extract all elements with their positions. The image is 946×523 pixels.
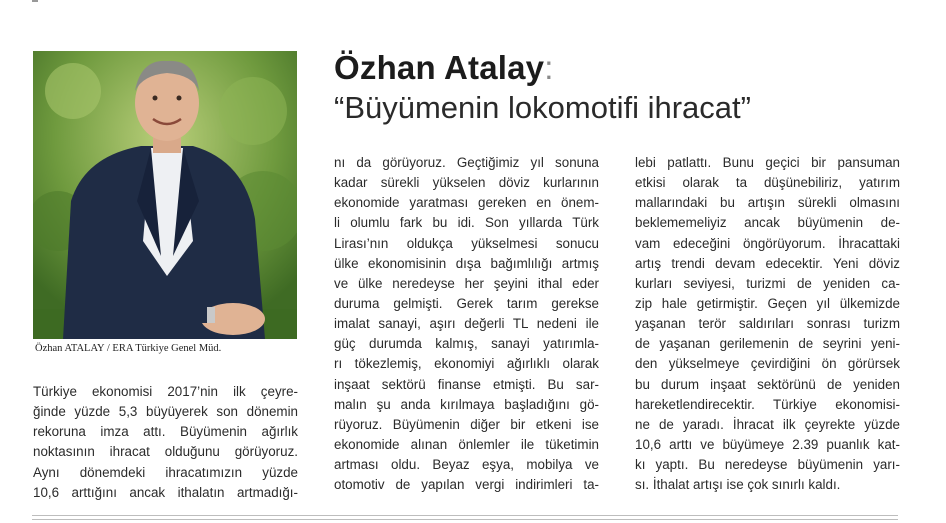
photo-caption: Özhan ATALAY / ERA Türkiye Genel Müd. xyxy=(35,343,222,354)
text-line: Türkiye ekonomisi 2017’nin ilk çeyre- xyxy=(33,384,298,399)
text-line: rı tökezlemiş, ekonomiyi ağırlıklı olarak xyxy=(334,356,599,372)
text-line: malın şu anda kırılmaya başladığını gö- xyxy=(334,396,599,412)
text-line: vam edeceğini öngörüyorum. İhracattaki xyxy=(635,235,900,251)
text-line: yaşanan terör saldırıları sonrası turizm xyxy=(635,316,900,332)
text-line: etkisi olarak ta düşünebiliriz, yatırım xyxy=(635,175,900,191)
text-line: artması oldu. Beyaz eşya, mobilya ve xyxy=(334,457,599,473)
page-corner-mark xyxy=(32,0,38,2)
text-line: artış trendi devam edecektir. Yeni döviz xyxy=(635,255,900,271)
text-line: ülke ekonomisinin dışa bağımlılığı artmış xyxy=(334,255,599,271)
title-colon: : xyxy=(544,49,554,86)
text-line: inşaat sektörü finanse etmişti. Bu sar- xyxy=(334,376,599,392)
text-line: noktasının ihracat olduğunu görüyoruz. xyxy=(33,444,298,460)
text-line: rekoruna imza attı. Büyümenin ağırlık xyxy=(33,424,298,440)
text-line: ekonomide alınan önlemler ile tüketimin xyxy=(334,436,599,452)
text-column-3 xyxy=(635,153,900,495)
text-line: ne de yaradı. İhracat ilk çeyrekte yüzde xyxy=(635,416,900,432)
text-line: de yaşanan gerilemenin de seyrini yeni- xyxy=(635,336,900,352)
text-line: imalat sanayi, aşırı değerli TL nedeni ile xyxy=(334,316,599,332)
text-line: ekonomide yaratması gereken en önem- xyxy=(334,195,599,211)
article-subtitle: “Büyümenin lokomotifi ihracat” xyxy=(334,90,751,125)
text-column-1 xyxy=(33,382,298,503)
bottom-rule xyxy=(32,515,898,516)
text-line: ve ülke neredeyse her şeyini ithal eder xyxy=(334,275,599,291)
text-line: kurları seviyesi, turizmi de yeniden ca- xyxy=(635,275,900,291)
text-line: li olumlu fark bu idi. Son yıllarda Türk xyxy=(334,215,599,231)
portrait-illustration xyxy=(33,51,297,339)
text-line: kadar sürekli yükselen döviz kurlarının xyxy=(334,175,599,191)
text-line: den yükselmeye çevirdiğini ön görürsek xyxy=(635,356,900,372)
text-line: 10,6 arttığını ancak ithalatın artmadığı- xyxy=(33,484,298,500)
text-line: beklememeliyiz ancak büyümenin de- xyxy=(635,215,900,231)
text-line: lebi patlattı. Bunu geçici bir pansuman xyxy=(635,155,900,170)
text-line: kı yaptı. Bu neredeyse büyümenin yarı- xyxy=(635,457,900,473)
text-line: mallarındaki bu artışın sürekli olmasını xyxy=(635,195,900,211)
text-line: duruma gelmişti. Gerek tarım gerekse xyxy=(334,295,599,311)
article-title xyxy=(334,49,554,87)
text-line: sı. İthalat artışı ise çok sınırlı kaldı. xyxy=(635,477,841,493)
text-line: nı da görüyoruz. Geçtiğimiz yıl sonuna xyxy=(334,155,599,170)
title-name: Özhan Atalay xyxy=(334,49,545,86)
text-line: zip hale getirmiştir. Geçen yıl ülkemizde xyxy=(635,295,900,311)
text-line: rüyoruz. Büyümenin diğer bir etkeni ise xyxy=(334,416,599,432)
portrait-photo xyxy=(33,51,297,339)
text-line: ğinde yüzde 5,3 büyüyerek son dönemin xyxy=(33,404,298,420)
text-column-2 xyxy=(334,153,599,495)
text-line: bu durum inşaat sektörünü de yeniden xyxy=(635,376,900,392)
text-line: Lirası’nın oldukça yükselmesi sonucu xyxy=(334,235,599,251)
bottom-rule xyxy=(32,519,898,520)
text-line: 10,6 arttı ve büyümeye 2.39 puanlık kat- xyxy=(635,436,900,452)
text-line: hareketlendirecektir. Türkiye ekonomisi- xyxy=(635,396,900,412)
text-line: güç durumda kalmış, sanayi yatırımla- xyxy=(334,336,599,352)
text-line: Aynı dönemdeki ihracatımızın yüzde xyxy=(33,464,298,480)
text-line: otomotiv de yapılan vergi indirimleri ta- xyxy=(334,477,599,493)
